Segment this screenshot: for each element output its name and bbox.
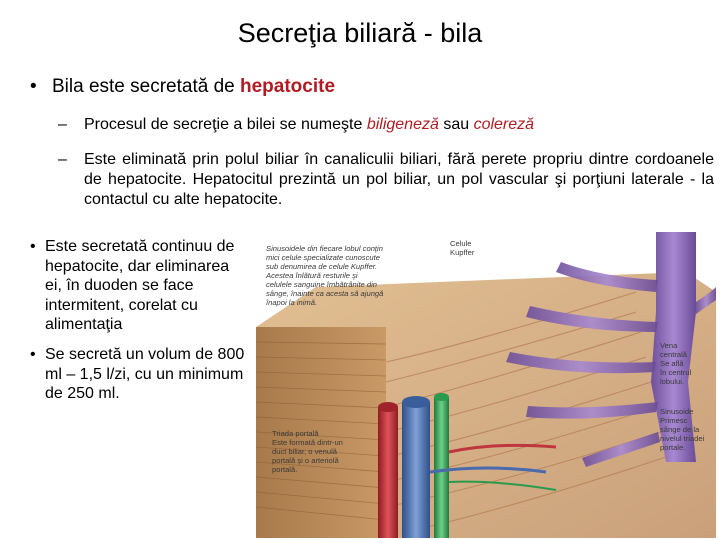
term-biligeneza: biligeneză (366, 116, 439, 133)
kupffer-cells-caption (450, 239, 475, 257)
main-bullet-text: Bila este secretată de (52, 76, 240, 97)
caption-line: Triada portală (272, 429, 319, 438)
dash-marker: – (58, 151, 67, 168)
caption-line: mici celule specializate cunoscute (266, 253, 380, 262)
sub1-text: Procesul de secreţie a bilei se numeşte (84, 116, 367, 133)
caption-line: sânge, înainte ca acesta să ajungă (266, 289, 384, 298)
dash-marker: – (58, 116, 67, 133)
caption-line: celulele sanguine îmbătrânite din (266, 280, 378, 289)
sub1-mid: sau (438, 116, 474, 133)
sub2-text: Este eliminată prin polul biliar în canaliculii biliari, fără perete propriu dintre cordoanele de hepatocite. Hepatocitul prezintă un pol biliar, un pol vascular şi porţiuni laterale - la contactul cu alte hepatocite. (84, 151, 714, 208)
left-bullet-text: Este secretată continuu de hepatocite, dar eliminarea ei, în duoden se face intermitent, corelat cu alimentaţia (45, 238, 235, 333)
liver-lobule-illustration (256, 232, 716, 538)
caption-line: Sinusoidele din fiecare lobul conţin (266, 244, 383, 253)
caption-line: sânge de la (660, 425, 700, 434)
caption-line: Primesc (660, 416, 688, 425)
caption-line: portală. (272, 465, 298, 474)
caption-line: în centrul (660, 368, 692, 377)
left-bullet-text: Se secretă un volum de 800 ml – 1,5 l/zi, cu un minimum de 250 ml. (45, 346, 245, 402)
page-title: Secreţia biliară - bila (237, 18, 483, 48)
caption-line: Sinusoide (660, 407, 694, 416)
caption-line: înapoi la inimă. (266, 298, 318, 307)
main-bullet (30, 76, 335, 98)
bullet-dot: • (30, 238, 36, 255)
sinusoid-note-caption (265, 244, 383, 307)
caption-line: Este formată dintr-un (272, 438, 343, 447)
caption-line: Se află (660, 359, 684, 368)
caption-line: nivelul triadei (660, 434, 705, 443)
caption-line: centrală (660, 350, 688, 359)
caption-line: portală şi o arteriolă (272, 456, 339, 465)
caption-line: Vena (660, 341, 678, 350)
main-bullet-highlight: hepatocite (240, 76, 336, 97)
bullet-dot: • (30, 76, 37, 97)
caption-line: duct biliar, o venulă (272, 447, 338, 456)
caption-line: portale. (660, 443, 686, 452)
term-colereza: colereză (473, 116, 535, 133)
caption-line: sub denumirea de celule Kupffer. (266, 262, 378, 271)
caption-line: Celule (450, 239, 472, 248)
caption-line: Acestea înlătură resturile şi (266, 271, 358, 280)
caption-line: lobului. (660, 377, 685, 386)
caption-line: Kupffer (450, 248, 475, 257)
bullet-dot: • (30, 346, 36, 363)
